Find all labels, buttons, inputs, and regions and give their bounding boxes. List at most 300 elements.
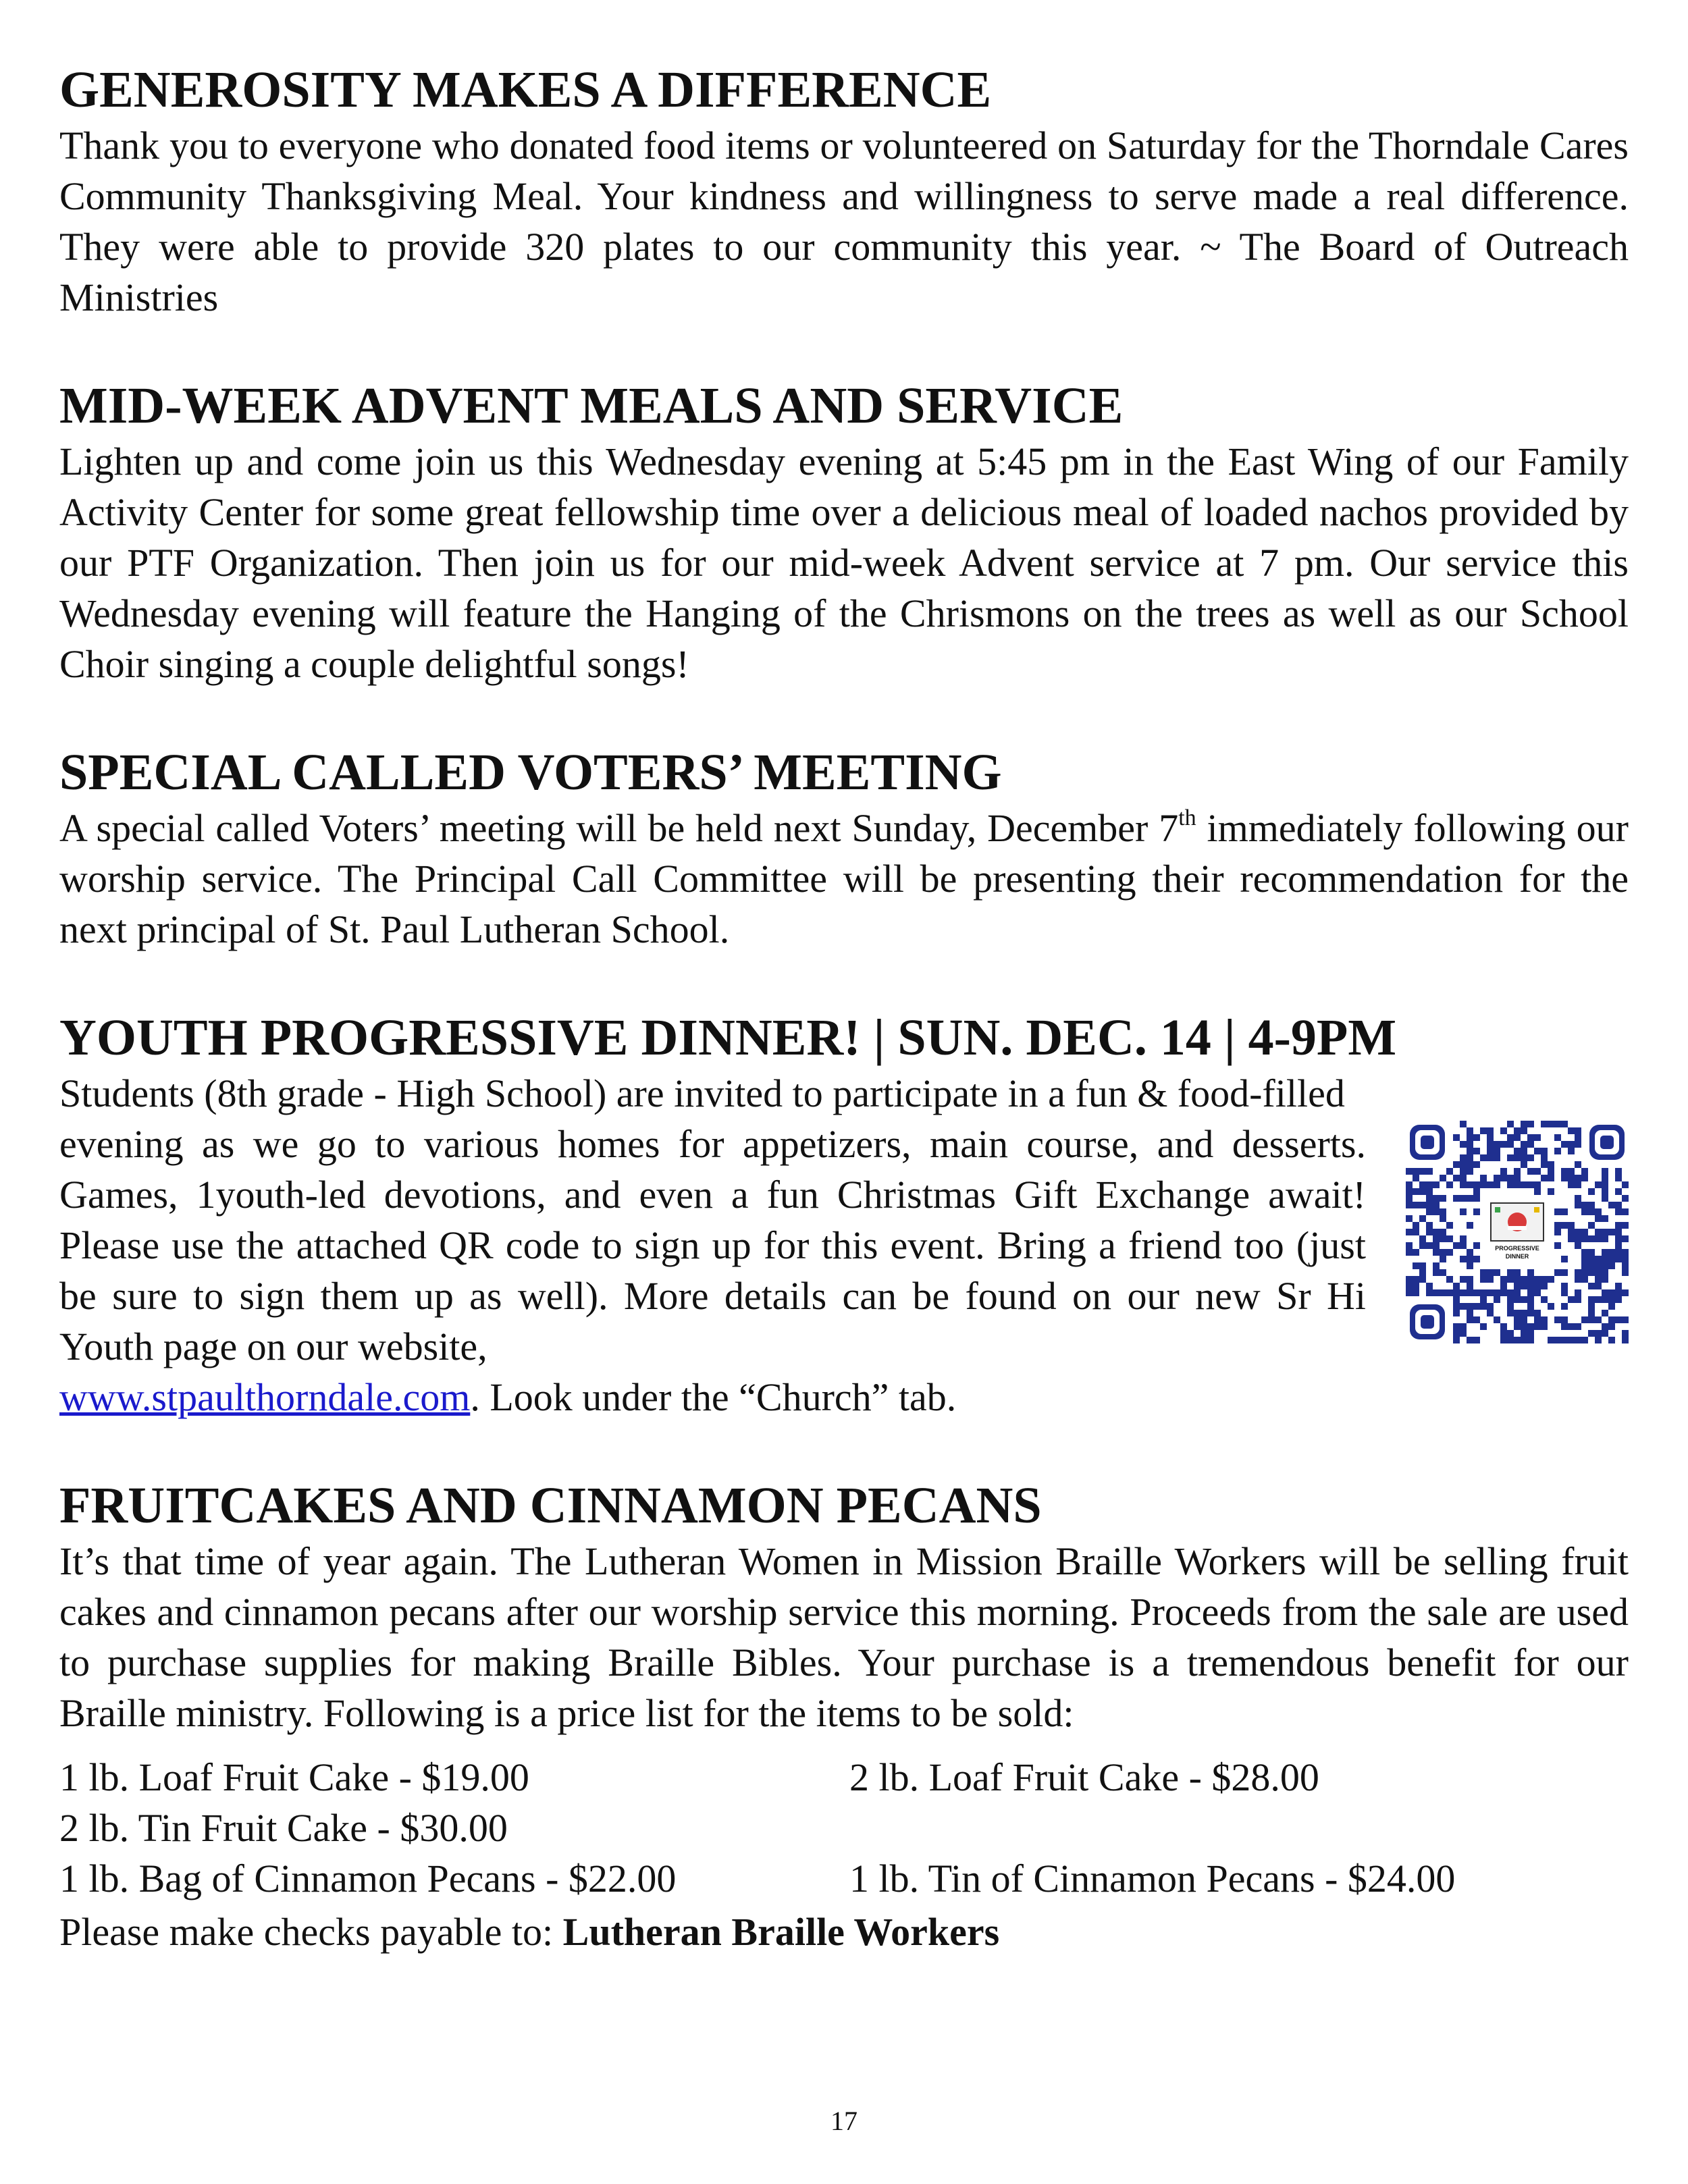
qr-module <box>1507 1269 1514 1276</box>
qr-module <box>1622 1256 1629 1262</box>
qr-module <box>1473 1242 1480 1249</box>
qr-module <box>1426 1188 1433 1195</box>
qr-module <box>1541 1323 1548 1330</box>
qr-module <box>1419 1181 1426 1188</box>
qr-module <box>1473 1303 1480 1310</box>
qr-logo-text: PROGRESSIVE <box>1495 1245 1539 1252</box>
qr-module <box>1406 1181 1413 1188</box>
section-fruitcakes <box>59 1475 1629 1957</box>
qr-module <box>1413 1276 1419 1283</box>
qr-module <box>1467 1161 1473 1168</box>
qr-module <box>1615 1175 1622 1181</box>
section-title: FRUITCAKES AND CINNAMON PECANS <box>59 1477 1042 1534</box>
qr-module <box>1473 1256 1480 1262</box>
qr-module <box>1514 1181 1521 1188</box>
qr-module <box>1568 1181 1575 1188</box>
qr-module <box>1507 1175 1514 1181</box>
qr-module <box>1575 1323 1581 1330</box>
qr-module <box>1541 1316 1548 1323</box>
qr-module <box>1602 1235 1608 1242</box>
qr-module <box>1602 1229 1608 1235</box>
qr-module <box>1595 1262 1602 1269</box>
link-line-text: . Look under the “Church” tab. <box>470 1375 957 1419</box>
qr-module <box>1561 1121 1568 1127</box>
qr-module <box>1568 1175 1575 1181</box>
section-advent <box>59 375 1629 689</box>
qr-module <box>1507 1296 1514 1303</box>
qr-module <box>1575 1296 1581 1303</box>
qr-module <box>1460 1141 1467 1148</box>
qr-module <box>1575 1242 1581 1249</box>
qr-module <box>1615 1249 1622 1256</box>
qr-module <box>1534 1289 1541 1296</box>
qr-module <box>1453 1195 1460 1202</box>
qr-module <box>1446 1235 1453 1242</box>
qr-module <box>1527 1134 1534 1141</box>
qr-module <box>1534 1148 1541 1154</box>
qr-module <box>1561 1337 1568 1343</box>
qr-module <box>1487 1310 1494 1316</box>
qr-module <box>1615 1222 1622 1229</box>
qr-module <box>1413 1168 1419 1175</box>
qr-module <box>1446 1181 1453 1188</box>
qr-module <box>1615 1188 1622 1195</box>
qr-module <box>1602 1215 1608 1222</box>
qr-module <box>1419 1276 1426 1283</box>
qr-module <box>1500 1337 1507 1343</box>
qr-module <box>1575 1161 1581 1168</box>
qr-module <box>1433 1242 1440 1249</box>
qr-module <box>1487 1148 1494 1154</box>
qr-module <box>1541 1148 1548 1154</box>
qr-module <box>1413 1175 1419 1181</box>
qr-module <box>1460 1181 1467 1188</box>
qr-module <box>1473 1181 1480 1188</box>
qr-module <box>1426 1208 1433 1215</box>
qr-module <box>1426 1195 1433 1202</box>
price-row <box>59 1803 1629 1853</box>
qr-module <box>1467 1134 1473 1141</box>
qr-module <box>1521 1330 1527 1337</box>
qr-module <box>1602 1175 1608 1181</box>
qr-module <box>1460 1161 1467 1168</box>
qr-module <box>1440 1269 1446 1276</box>
qr-module <box>1581 1262 1588 1269</box>
qr-module <box>1460 1289 1467 1296</box>
qr-module <box>1514 1337 1521 1343</box>
qr-module <box>1608 1229 1615 1235</box>
price-item: 2 lb. Tin Fruit Cake - $30.00 <box>59 1806 508 1850</box>
qr-module <box>1581 1202 1588 1208</box>
qr-module <box>1406 1168 1413 1175</box>
qr-module <box>1527 1337 1534 1343</box>
qr-module <box>1622 1181 1629 1188</box>
qr-module <box>1426 1283 1433 1289</box>
qr-module <box>1615 1168 1622 1175</box>
qr-module <box>1419 1202 1426 1208</box>
qr-module <box>1467 1276 1473 1283</box>
qr-module <box>1615 1235 1622 1242</box>
qr-module <box>1575 1235 1581 1242</box>
qr-module <box>1615 1296 1622 1303</box>
qr-module <box>1568 1296 1575 1303</box>
qr-module <box>1480 1303 1487 1310</box>
qr-module <box>1521 1276 1527 1283</box>
qr-module <box>1581 1168 1588 1175</box>
qr-module <box>1453 1296 1460 1303</box>
section-body <box>59 803 1629 955</box>
page-number: 17 <box>830 2106 858 2136</box>
qr-module <box>1467 1289 1473 1296</box>
qr-module <box>1460 1154 1467 1161</box>
section-title: YOUTH PROGRESSIVE DINNER! | SUN. DEC. 14 | 4-9PM <box>59 1009 1397 1066</box>
qr-module <box>1413 1229 1419 1235</box>
qr-module <box>1541 1175 1548 1181</box>
qr-module <box>1487 1127 1494 1134</box>
qr-module <box>1568 1141 1575 1148</box>
qr-module <box>1406 1202 1413 1208</box>
qr-module <box>1615 1289 1622 1296</box>
qr-module <box>1487 1154 1494 1161</box>
qr-module <box>1473 1337 1480 1343</box>
website-link[interactable]: www.stpaulthorndale.com <box>59 1375 471 1419</box>
qr-module <box>1514 1134 1521 1141</box>
qr-module <box>1487 1134 1494 1141</box>
qr-module <box>1548 1276 1554 1283</box>
qr-module <box>1419 1269 1426 1276</box>
section-body: Lighten up and come join us this Wednesday evening at 5:45 pm in the East Wing of our Family Activity Center for some great fellowship time over a delicious meal of loaded nachos provided by our PTF Organization. Then join us for our mid-week Advent service at 7 pm. Our service this Wednesday evening will feature the Hanging of the Chrismons on the trees as well as our School Choir singing a couple delightful songs! <box>59 440 1629 686</box>
qr-module <box>1608 1262 1615 1269</box>
qr-module <box>1581 1235 1588 1242</box>
qr-module <box>1514 1276 1521 1283</box>
qr-module <box>1595 1229 1602 1235</box>
qr-module <box>1433 1181 1440 1188</box>
qr-module <box>1480 1276 1487 1283</box>
qr-module <box>1521 1316 1527 1323</box>
qr-module <box>1622 1235 1629 1242</box>
qr-module <box>1419 1235 1426 1242</box>
qr-module <box>1588 1330 1595 1337</box>
qr-module <box>1500 1127 1507 1134</box>
price-list <box>59 1752 1629 1904</box>
qr-module <box>1615 1256 1622 1262</box>
qr-module <box>1595 1269 1602 1276</box>
qr-module <box>1473 1316 1480 1323</box>
qr-module <box>1460 1235 1467 1242</box>
qr-module <box>1419 1242 1426 1249</box>
qr-module <box>1433 1195 1440 1202</box>
qr-module <box>1602 1262 1608 1269</box>
qr-module <box>1527 1289 1534 1296</box>
qr-module <box>1581 1269 1588 1276</box>
qr-module <box>1480 1289 1487 1296</box>
qr-module <box>1575 1289 1581 1296</box>
qr-module <box>1467 1181 1473 1188</box>
qr-module <box>1467 1337 1473 1343</box>
qr-module <box>1534 1168 1541 1175</box>
qr-module <box>1561 1168 1568 1175</box>
qr-module <box>1541 1296 1548 1303</box>
qr-module <box>1467 1310 1473 1316</box>
section-title: MID-WEEK ADVENT MEALS AND SERVICE <box>59 377 1124 434</box>
qr-module <box>1473 1208 1480 1215</box>
qr-module <box>1622 1330 1629 1337</box>
qr-module <box>1426 1181 1433 1188</box>
qr-module <box>1615 1316 1622 1323</box>
qr-module <box>1575 1337 1581 1343</box>
qr-finder-top-right <box>1589 1125 1625 1160</box>
qr-module <box>1588 1296 1595 1303</box>
qr-module <box>1527 1323 1534 1330</box>
qr-module <box>1521 1283 1527 1289</box>
qr-module <box>1467 1154 1473 1161</box>
qr-module <box>1446 1222 1453 1229</box>
qr-module <box>1453 1283 1460 1289</box>
qr-module <box>1494 1148 1500 1154</box>
qr-module <box>1494 1154 1500 1161</box>
section-body: evening as we go to various homes for appetizers, main course, and desserts. Games, 1youth-led devotions, and even a fun Christmas Gift Exchange await! Please use the attached QR code to sign up for this event. Bring a friend too (just be sure to sign them up as well). More details can be found on our new Sr Hi Youth page on our website, <box>59 1122 1366 1368</box>
qr-module <box>1575 1276 1581 1283</box>
qr-module <box>1615 1202 1622 1208</box>
qr-module <box>1602 1269 1608 1276</box>
qr-module <box>1487 1289 1494 1296</box>
qr-module <box>1440 1249 1446 1256</box>
qr-module <box>1548 1188 1554 1195</box>
qr-module <box>1460 1208 1467 1215</box>
qr-module <box>1541 1276 1548 1283</box>
qr-module <box>1406 1195 1413 1202</box>
qr-module <box>1433 1249 1440 1256</box>
section-title: GENEROSITY MAKES A DIFFERENCE <box>59 61 992 118</box>
qr-module <box>1608 1316 1615 1323</box>
qr-module <box>1487 1303 1494 1310</box>
qr-module <box>1467 1127 1473 1134</box>
qr-module <box>1514 1296 1521 1303</box>
qr-module <box>1480 1127 1487 1134</box>
qr-module <box>1413 1202 1419 1208</box>
qr-module <box>1467 1262 1473 1269</box>
qr-module <box>1433 1229 1440 1235</box>
qr-module <box>1521 1323 1527 1330</box>
price-row <box>59 1752 1629 1803</box>
qr-module <box>1561 1269 1568 1276</box>
qr-module <box>1446 1168 1453 1175</box>
qr-module <box>1548 1175 1554 1181</box>
qr-module <box>1453 1337 1460 1343</box>
qr-module <box>1568 1127 1575 1134</box>
qr-module <box>1413 1249 1419 1256</box>
qr-module <box>1433 1262 1440 1269</box>
qr-module <box>1426 1168 1433 1175</box>
qr-module <box>1588 1188 1595 1195</box>
qr-module <box>1473 1195 1480 1202</box>
qr-module <box>1622 1195 1629 1202</box>
qr-module <box>1453 1134 1460 1141</box>
qr-module <box>1507 1134 1514 1141</box>
qr-module <box>1507 1276 1514 1283</box>
qr-module <box>1460 1323 1467 1330</box>
qr-code-graphic <box>1406 1121 1629 1343</box>
qr-module <box>1615 1283 1622 1289</box>
qr-module <box>1406 1242 1413 1249</box>
qr-module <box>1453 1175 1460 1181</box>
qr-module <box>1588 1303 1595 1310</box>
qr-module <box>1467 1303 1473 1310</box>
qr-center-logo <box>1485 1200 1549 1264</box>
qr-module <box>1494 1175 1500 1181</box>
qr-module <box>1534 1283 1541 1289</box>
qr-module <box>1541 1283 1548 1289</box>
qr-module <box>1534 1276 1541 1283</box>
qr-module <box>1433 1289 1440 1296</box>
qr-module <box>1554 1316 1561 1323</box>
qr-module <box>1467 1249 1473 1256</box>
qr-module <box>1568 1222 1575 1229</box>
qr-module <box>1433 1235 1440 1242</box>
qr-module <box>1548 1161 1554 1168</box>
link-line <box>59 1372 1629 1422</box>
qr-module <box>1406 1229 1413 1235</box>
qr-module <box>1500 1276 1507 1283</box>
qr-module <box>1527 1296 1534 1303</box>
qr-module <box>1561 1141 1568 1148</box>
qr-module <box>1473 1148 1480 1154</box>
qr-module <box>1622 1337 1629 1343</box>
qr-module <box>1588 1208 1595 1215</box>
qr-module <box>1588 1222 1595 1229</box>
qr-module <box>1507 1121 1514 1127</box>
qr-module <box>1460 1175 1467 1181</box>
qr-module <box>1554 1337 1561 1343</box>
qr-module <box>1581 1249 1588 1256</box>
qr-module <box>1602 1330 1608 1337</box>
qr-module <box>1487 1269 1494 1276</box>
qr-module <box>1507 1141 1514 1148</box>
qr-module <box>1622 1262 1629 1269</box>
qr-module <box>1467 1222 1473 1229</box>
qr-module <box>1419 1168 1426 1175</box>
qr-module <box>1487 1181 1494 1188</box>
price-item: 1 lb. Tin of Cinnamon Pecans - $24.00 <box>849 1857 1456 1900</box>
qr-module <box>1595 1215 1602 1222</box>
qr-module <box>1534 1188 1541 1195</box>
qr-module <box>1588 1262 1595 1269</box>
bulletin-page <box>59 59 1629 2010</box>
section-body: It’s that time of year again. The Lutheran Women in Mission Braille Workers will be selling fruit cakes and cinnamon pecans after our worship service this morning. Proceeds from the sale are used to purchase supplies for making Braille Bibles. Your purchase is a tremendous benefit for our Braille ministry. Following is a price list for the items to be sold: <box>59 1539 1629 1735</box>
qr-module <box>1426 1242 1433 1249</box>
qr-module <box>1419 1215 1426 1222</box>
qr-module <box>1521 1121 1527 1127</box>
qr-module <box>1527 1310 1534 1316</box>
qr-module <box>1521 1161 1527 1168</box>
qr-module <box>1622 1222 1629 1229</box>
qr-module <box>1608 1337 1615 1343</box>
qr-module <box>1548 1337 1554 1343</box>
qr-module <box>1554 1242 1561 1249</box>
qr-module <box>1575 1195 1581 1202</box>
section-voters-meeting <box>59 742 1629 955</box>
qr-module <box>1527 1303 1534 1310</box>
qr-module <box>1446 1276 1453 1283</box>
body-text: immediately following our worship service. The Principal Call Committee will be presenting their recommendation for the next principal of St. Paul Lutheran School. <box>59 806 1629 951</box>
qr-module <box>1575 1181 1581 1188</box>
qr-module <box>1473 1188 1480 1195</box>
qr-module <box>1433 1202 1440 1208</box>
qr-module <box>1514 1154 1521 1161</box>
qr-module <box>1595 1235 1602 1242</box>
qr-module <box>1500 1330 1507 1337</box>
qr-module <box>1419 1262 1426 1269</box>
qr-module <box>1581 1208 1588 1215</box>
qr-module <box>1561 1316 1568 1323</box>
qr-module <box>1426 1229 1433 1235</box>
qr-module <box>1602 1188 1608 1195</box>
section-body: Thank you to everyone who donated food items or volunteered on Saturday for the Thorndale Cares Community Thanksgiving Meal. Your kindness and willingness to serve made a real difference. They were able to provide 320 plates to our community this year. ~ The Board of Outreach Ministries <box>59 124 1629 319</box>
qr-finder-top-left <box>1410 1125 1445 1160</box>
qr-module <box>1554 1269 1561 1276</box>
qr-module <box>1433 1208 1440 1215</box>
qr-module <box>1595 1296 1602 1303</box>
qr-module <box>1527 1181 1534 1188</box>
qr-module <box>1440 1175 1446 1181</box>
qr-module <box>1426 1222 1433 1229</box>
qr-module <box>1514 1283 1521 1289</box>
qr-module <box>1622 1269 1629 1276</box>
qr-module <box>1453 1303 1460 1310</box>
qr-module <box>1507 1154 1514 1161</box>
qr-module <box>1500 1283 1507 1289</box>
qr-module <box>1460 1303 1467 1310</box>
qr-module <box>1467 1195 1473 1202</box>
qr-module <box>1507 1181 1514 1188</box>
qr-module <box>1406 1283 1413 1289</box>
qr-module <box>1588 1202 1595 1208</box>
section-generosity <box>59 59 1629 323</box>
qr-module <box>1460 1242 1467 1249</box>
qr-module <box>1527 1330 1534 1337</box>
qr-module <box>1507 1303 1514 1310</box>
qr-module <box>1460 1256 1467 1262</box>
qr-module <box>1534 1134 1541 1141</box>
qr-module <box>1440 1289 1446 1296</box>
qr-code[interactable] <box>1406 1121 1629 1343</box>
qr-module <box>1527 1276 1534 1283</box>
qr-module <box>1413 1262 1419 1269</box>
qr-module <box>1467 1256 1473 1262</box>
qr-module <box>1554 1208 1561 1215</box>
ordinal-suffix: th <box>1178 805 1196 830</box>
qr-module <box>1446 1289 1453 1296</box>
qr-module <box>1548 1303 1554 1310</box>
qr-module <box>1608 1249 1615 1256</box>
qr-module <box>1588 1283 1595 1289</box>
qr-module <box>1602 1323 1608 1330</box>
qr-module <box>1440 1256 1446 1262</box>
qr-module <box>1615 1229 1622 1235</box>
qr-module <box>1487 1141 1494 1148</box>
youth-body <box>59 1068 1629 1422</box>
qr-module <box>1541 1121 1548 1127</box>
qr-module <box>1581 1337 1588 1343</box>
qr-module <box>1595 1208 1602 1215</box>
qr-module <box>1494 1181 1500 1188</box>
qr-module <box>1480 1323 1487 1330</box>
qr-module <box>1622 1249 1629 1256</box>
qr-module <box>1460 1195 1467 1202</box>
qr-module <box>1480 1154 1487 1161</box>
qr-module <box>1473 1289 1480 1296</box>
qr-module <box>1608 1289 1615 1296</box>
